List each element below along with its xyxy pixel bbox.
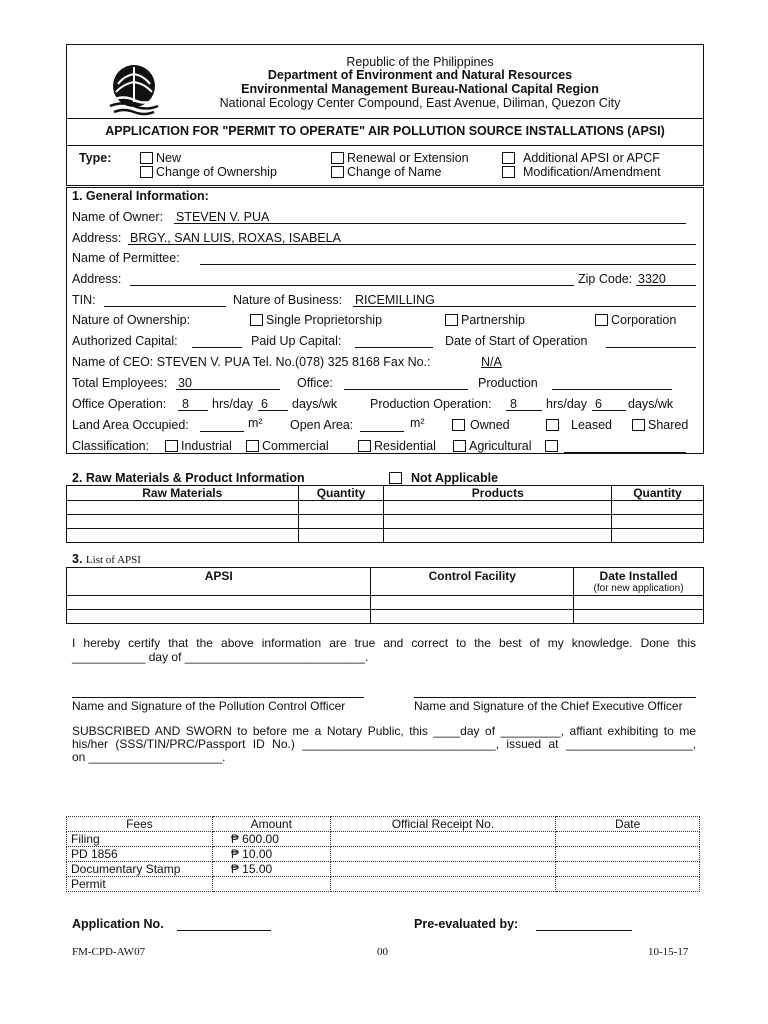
col-date-installed: [574, 568, 704, 596]
type-additional[interactable]: Additional APSI or APCF: [502, 151, 660, 165]
checkbox[interactable]: [331, 152, 344, 164]
zip-value[interactable]: 3320: [638, 272, 666, 286]
prod-hrs-unit: hrs/day: [546, 397, 587, 411]
fee-amount: ₱ 10.00: [212, 847, 330, 862]
application-no-line[interactable]: [177, 930, 271, 931]
prod-hrs-line: [506, 410, 542, 411]
application-no-label: Application No.: [72, 917, 164, 931]
land-area-unit: m²: [248, 416, 263, 430]
fee-name: Filing: [67, 832, 213, 847]
office-hrs[interactable]: 8: [182, 397, 189, 411]
zip-label: Zip Code:: [578, 272, 633, 286]
apsi-heading: 3. List of APSI: [72, 552, 141, 566]
checkbox[interactable]: [545, 440, 558, 452]
prod-hrs[interactable]: 8: [510, 397, 517, 411]
revision-no: 00: [377, 946, 388, 958]
sworn-line-3[interactable]: on ____________________.: [72, 750, 226, 764]
pco-signature-line[interactable]: [72, 697, 364, 698]
raw-not-applicable[interactable]: Not Applicable: [389, 471, 498, 485]
checkbox[interactable]: [250, 314, 263, 326]
business-line: [353, 306, 696, 307]
table-row[interactable]: [67, 877, 700, 892]
table-row[interactable]: [67, 610, 704, 624]
fee-name: PD 1856: [67, 847, 213, 862]
fee-name: Permit: [67, 877, 213, 892]
form-date: 10-15-17: [648, 946, 689, 958]
checkbox[interactable]: [452, 419, 465, 431]
paid-capital-line[interactable]: [355, 347, 433, 348]
checkbox[interactable]: [246, 440, 259, 452]
col-receipt: Official Receipt No.: [330, 817, 556, 832]
address2-line[interactable]: [130, 285, 574, 286]
raw-heading: 2. Raw Materials & Product Information: [72, 471, 305, 485]
owner-value[interactable]: STEVEN V. PUA: [176, 210, 270, 224]
office-days[interactable]: 6: [261, 397, 268, 411]
employees-label: Total Employees:: [72, 376, 168, 390]
classification-label: Classification:: [72, 439, 150, 453]
zip-line: [636, 285, 696, 286]
table-row[interactable]: [67, 596, 704, 610]
class-other[interactable]: [545, 439, 561, 453]
land-area-line[interactable]: [200, 431, 244, 432]
checkbox[interactable]: [140, 166, 153, 178]
ceo-line: Name of CEO: STEVEN V. PUA Tel. No.(078) 325 8168 Fax No.:: [72, 355, 431, 369]
header-department: Department of Environment and Natural Resources: [267, 68, 573, 82]
open-area-unit: m²: [410, 416, 425, 430]
land-leased[interactable]: Leased: [546, 418, 612, 432]
col-control-facility: Control Facility: [371, 568, 574, 596]
general-heading: 1. General Information:: [72, 189, 209, 203]
table-header-row: [67, 568, 704, 596]
date-installed-label: Date Installed: [599, 569, 678, 583]
address-label: Address:: [72, 231, 122, 245]
col-amount: Amount: [212, 817, 330, 832]
ownership-partnership[interactable]: Partnership: [445, 313, 525, 327]
fee-name: Documentary Stamp: [67, 862, 213, 877]
raw-materials-table: [66, 485, 704, 543]
col-raw-materials: Raw Materials: [67, 486, 299, 501]
checkbox[interactable]: [632, 419, 645, 431]
pre-evaluated-line[interactable]: [536, 930, 632, 931]
production-line[interactable]: [552, 389, 672, 390]
denr-logo: [108, 62, 160, 116]
table-row[interactable]: [67, 515, 704, 529]
class-industrial[interactable]: Industrial: [165, 439, 232, 453]
certify-date-line[interactable]: ___________ day of ___________________________.: [72, 650, 369, 664]
checkbox[interactable]: [453, 440, 466, 452]
header-address: National Ecology Center Compound, East Avenue, Diliman, Quezon City: [219, 96, 621, 110]
business-label: Nature of Business:: [233, 293, 343, 307]
type-change-ownership[interactable]: Change of Ownership: [140, 165, 277, 179]
table-header-row: [67, 486, 704, 501]
type-change-name[interactable]: Change of Name: [331, 165, 442, 179]
land-area-label: Land Area Occupied:: [72, 418, 189, 432]
table-row[interactable]: [67, 529, 704, 543]
type-new[interactable]: New: [140, 151, 181, 165]
office-hrs-unit: hrs/day: [212, 397, 253, 411]
auth-capital-line[interactable]: [192, 347, 242, 348]
type-label: Type:: [79, 151, 112, 165]
office-days-line: [258, 410, 288, 411]
open-area-label: Open Area:: [290, 418, 354, 432]
sworn-line-1: SUBSCRIBED AND SWORN to before me a Notary Public, this ____day of _________, affiant exhibiting to me: [72, 724, 696, 738]
certify-text: I hereby certify that the above information are true and correct to the best of my knowledge. Done this: [72, 636, 696, 650]
table-row[interactable]: [67, 847, 700, 862]
ceo-signature-label: Name and Signature of the Chief Executive Officer: [414, 699, 683, 713]
address2-label: Address:: [72, 272, 122, 286]
prod-days-unit: days/wk: [628, 397, 674, 411]
office-label: Office:: [297, 376, 333, 390]
form-title: APPLICATION FOR "PERMIT TO OPERATE" AIR POLLUTION SOURCE INSTALLATIONS (APSI): [105, 124, 665, 138]
fee-amount: ₱ 15.00: [212, 862, 330, 877]
paid-capital-label: Paid Up Capital:: [251, 334, 342, 348]
pre-evaluated-label: Pre-evaluated by:: [414, 917, 519, 931]
col-apsi: APSI: [67, 568, 371, 596]
office-op-label: Office Operation:: [72, 397, 167, 411]
owner-line: [174, 223, 686, 224]
table-row[interactable]: [67, 862, 700, 877]
table-row[interactable]: [67, 832, 700, 847]
office-hrs-line: [178, 410, 208, 411]
form-code: FM-CPD-AW07: [72, 946, 146, 958]
production-label: Production: [478, 376, 538, 390]
business-value[interactable]: RICEMILLING: [355, 293, 435, 307]
employees-line: [176, 389, 280, 390]
class-agricultural[interactable]: Agricultural: [453, 439, 532, 453]
fax-value[interactable]: N/A: [481, 355, 502, 369]
checkbox[interactable]: [595, 314, 608, 326]
class-residential[interactable]: Residential: [358, 439, 436, 453]
checkbox[interactable]: [546, 419, 559, 431]
sworn-line-2[interactable]: his/her (SSS/TIN/PRC/Passport ID No.) _____________________________, issued at ___________________,: [72, 737, 696, 751]
table-header-row: [67, 817, 700, 832]
checkbox[interactable]: [358, 440, 371, 452]
pco-signature-label: Name and Signature of the Pollution Control Officer: [72, 699, 346, 713]
checkbox[interactable]: [140, 152, 153, 164]
ceo-signature-line[interactable]: [414, 697, 696, 698]
fee-amount: ₱ 600.00: [212, 832, 330, 847]
land-shared[interactable]: Shared: [632, 418, 688, 432]
title-divider: [66, 118, 704, 119]
owner-label: Name of Owner:: [72, 210, 164, 224]
ownership-corporation[interactable]: Corporation: [595, 313, 676, 327]
ownership-single[interactable]: Single Proprietorship: [250, 313, 382, 327]
checkbox[interactable]: [502, 166, 515, 178]
address-line: [128, 244, 696, 245]
checkbox[interactable]: [389, 472, 402, 484]
checkbox[interactable]: [502, 152, 515, 164]
permittee-line[interactable]: [200, 264, 696, 265]
header-bureau: Environmental Management Bureau-National Capital Region: [241, 82, 599, 96]
type-renewal[interactable]: Renewal or Extension: [331, 151, 469, 165]
class-commercial[interactable]: Commercial: [246, 439, 329, 453]
office-days-unit: days/wk: [292, 397, 338, 411]
land-owned[interactable]: Owned: [452, 418, 510, 432]
fees-table: [66, 816, 700, 892]
checkbox[interactable]: [445, 314, 458, 326]
col-products: Products: [384, 486, 612, 501]
type-modification[interactable]: Modification/Amendment: [502, 165, 661, 179]
table-row[interactable]: [67, 501, 704, 515]
start-op-line[interactable]: [606, 347, 696, 348]
prod-days[interactable]: 6: [595, 397, 602, 411]
class-other-line[interactable]: [564, 452, 686, 453]
address-value[interactable]: BRGY., SAN LUIS, ROXAS, ISABELA: [130, 231, 341, 245]
apsi-table: [66, 567, 704, 624]
ownership-label: Nature of Ownership:: [72, 313, 191, 327]
fee-amount: [212, 877, 330, 892]
auth-capital-label: Authorized Capital:: [72, 334, 178, 348]
col-quantity: Quantity: [298, 486, 384, 501]
start-op-label: Date of Start of Operation: [445, 334, 588, 348]
office-line[interactable]: [344, 389, 468, 390]
date-installed-note: (for new application): [593, 583, 684, 594]
tin-line[interactable]: [104, 306, 226, 307]
col-date: Date: [556, 817, 700, 832]
prod-op-label: Production Operation:: [370, 397, 492, 411]
header-republic: Republic of the Philippines: [346, 55, 494, 69]
col-fees: Fees: [67, 817, 213, 832]
checkbox[interactable]: [331, 166, 344, 178]
tin-label: TIN:: [72, 293, 96, 307]
open-area-line[interactable]: [360, 431, 404, 432]
checkbox[interactable]: [165, 440, 178, 452]
col-quantity: Quantity: [612, 486, 704, 501]
permittee-label: Name of Permittee:: [72, 251, 180, 265]
prod-days-line: [592, 410, 626, 411]
employees-value[interactable]: 30: [178, 376, 192, 390]
